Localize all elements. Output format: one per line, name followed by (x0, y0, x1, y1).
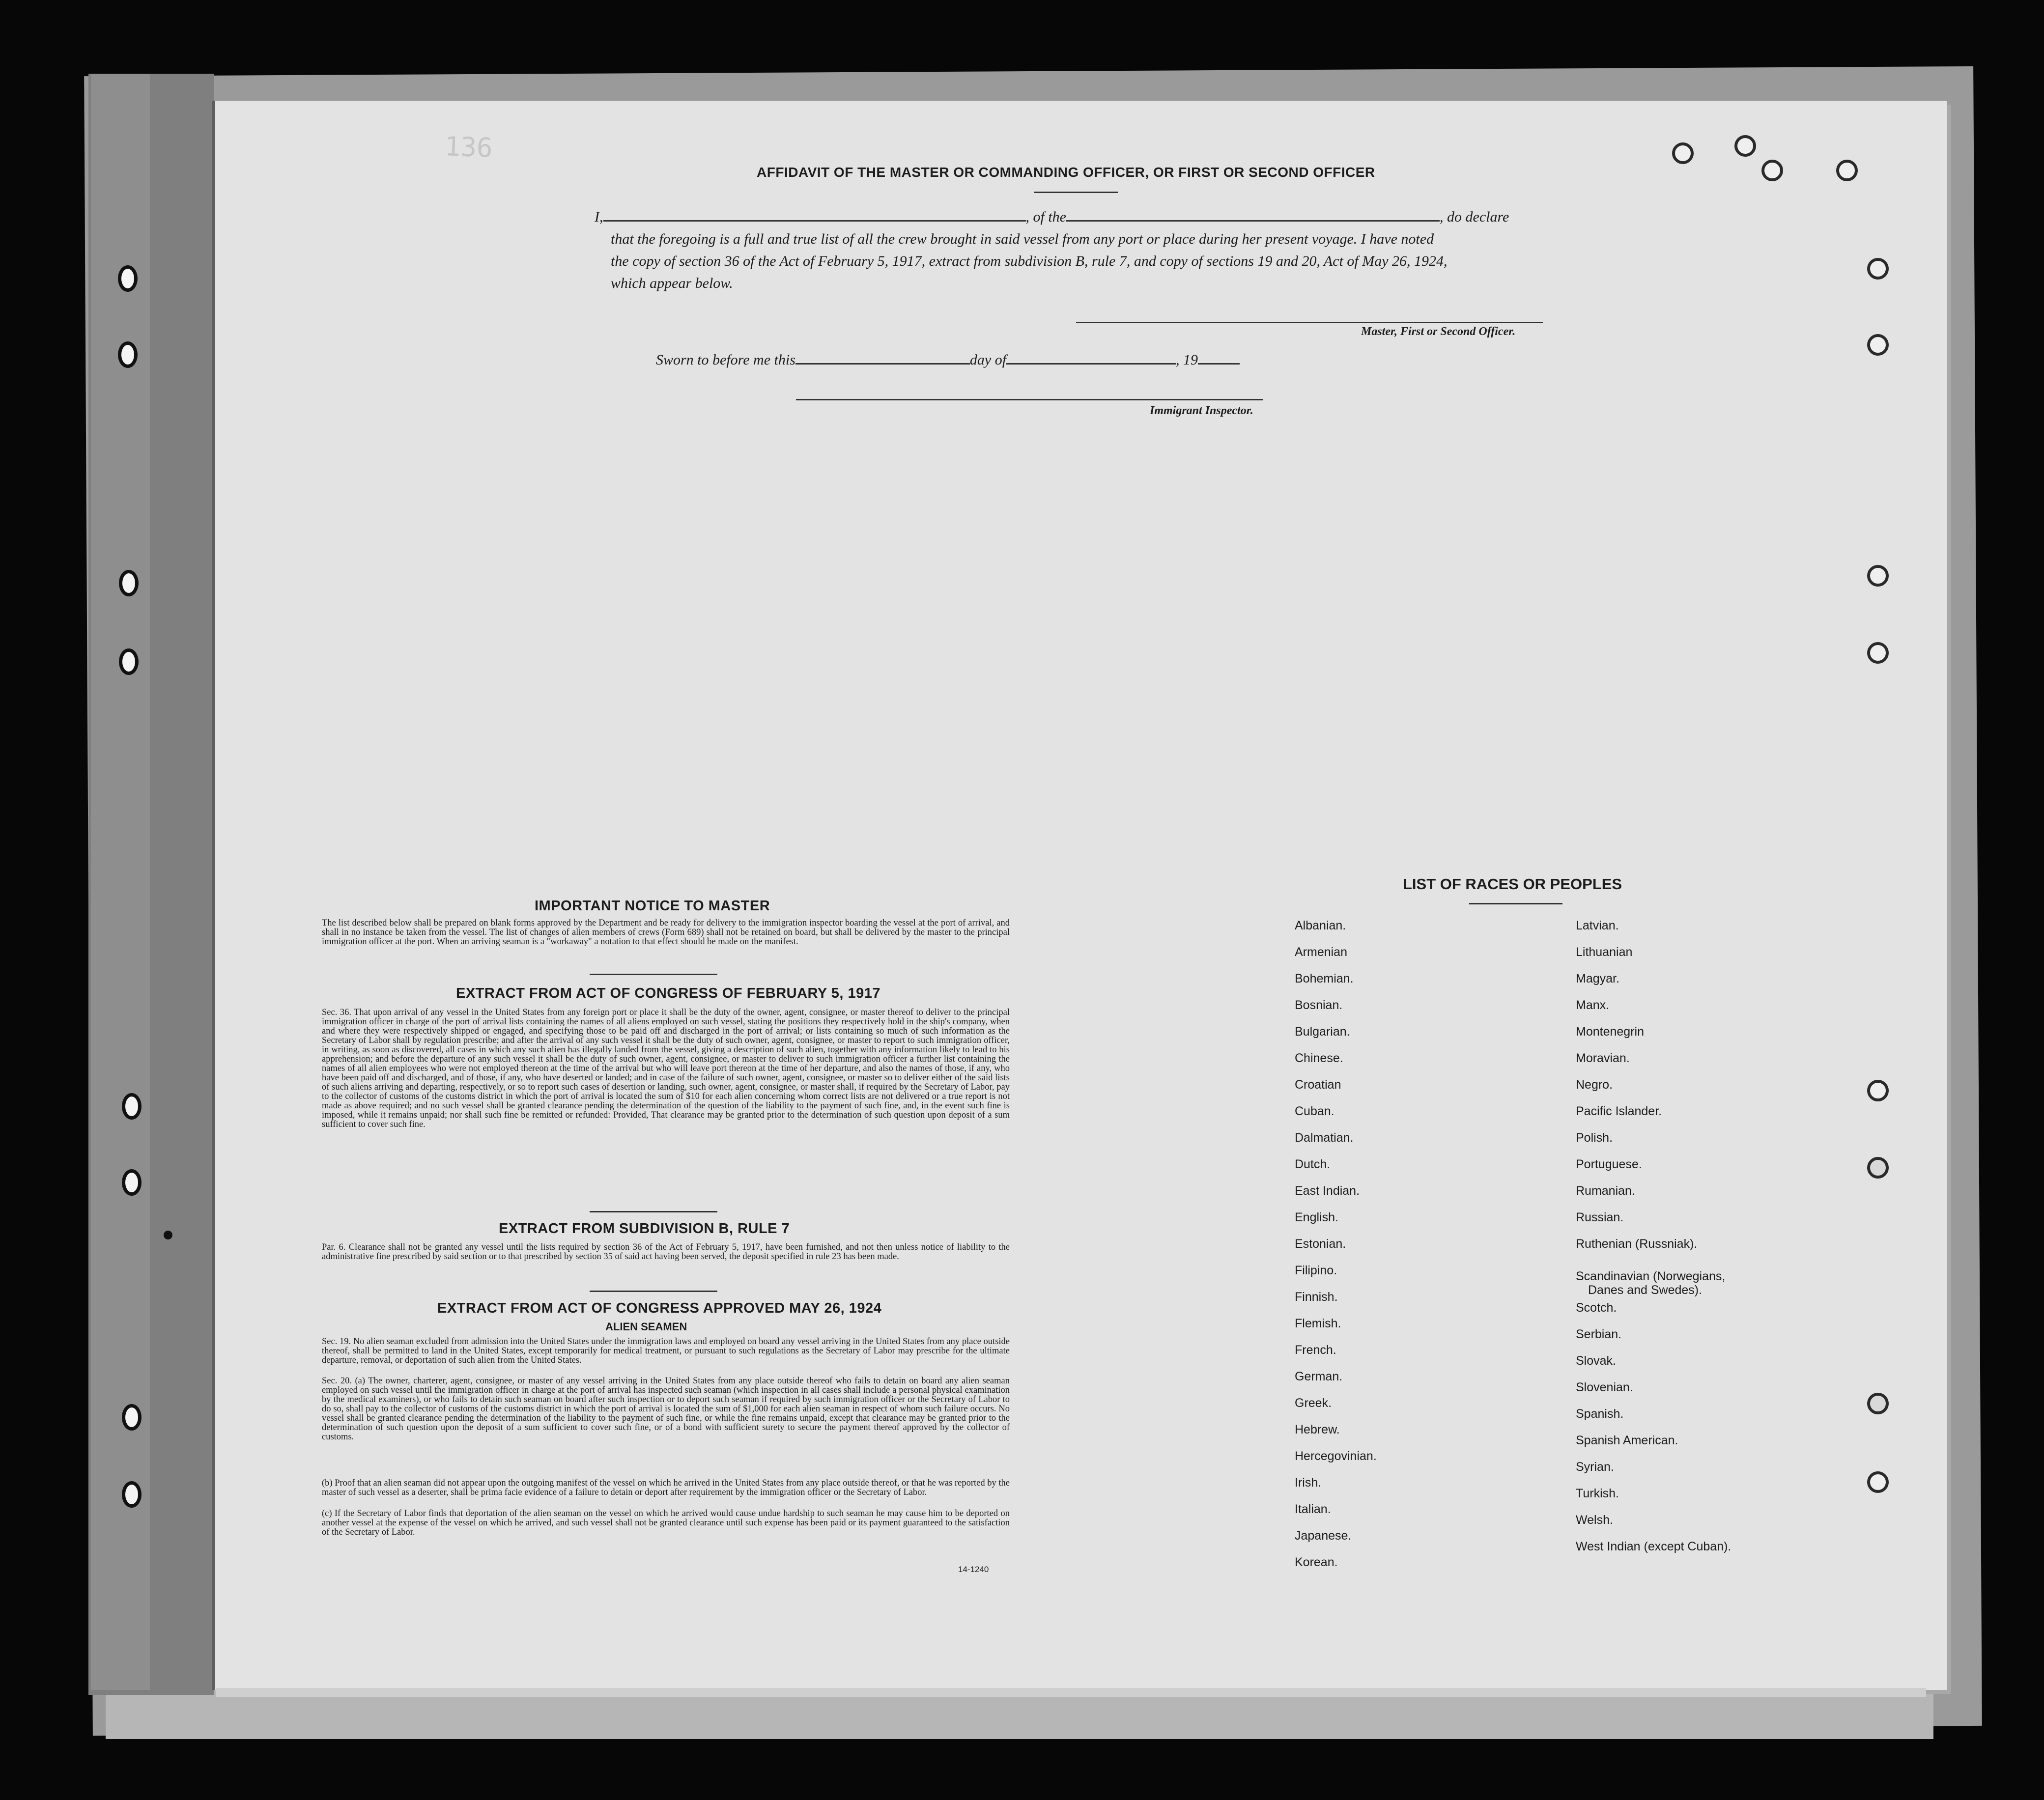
sworn-month-blank[interactable] (1006, 363, 1176, 365)
notice-title: IMPORTANT NOTICE TO MASTER (535, 898, 770, 914)
vessel-blank[interactable] (1066, 220, 1440, 222)
race-item: Hebrew. (1295, 1423, 1340, 1436)
race-item: West Indian (except Cuban). (1576, 1540, 1732, 1553)
race-item: Magyar. (1576, 972, 1619, 985)
binding-hole-icon (1867, 1471, 1889, 1493)
race-item: Manx. (1576, 998, 1610, 1012)
binding-hole-icon (1867, 1393, 1889, 1414)
race-item: Portuguese. (1576, 1157, 1642, 1171)
affidavit-line-2: that the foregoing is a full and true list of all the crew brought in said vessel from any port or place during her present voyage. I have noted (611, 231, 1434, 247)
extract-rule7-title: EXTRACT FROM SUBDIVISION B, RULE 7 (499, 1221, 790, 1237)
form-page (212, 101, 1947, 1690)
race-item: Bulgarian. (1295, 1025, 1350, 1039)
sworn-prefix: Sworn to before me this (656, 352, 795, 368)
affidavit-line-1 (595, 209, 1509, 225)
race-item: Bosnian. (1295, 998, 1343, 1012)
affidavit-title: AFFIDAVIT OF THE MASTER OR COMMANDING OFFICER, OR FIRST OR SECOND OFFICER (757, 165, 1375, 180)
inspector-signature-line[interactable] (796, 399, 1263, 400)
race-item: German. (1295, 1370, 1343, 1383)
extract-1924-sec19: Sec. 19. No alien seaman excluded from admission into the United States under the immigration laws and employed on board any vessel arriving in the United States from any place outside thereof, shall be permitted to land in the United States, except temporarily for medical treatment, or pursuant to such regulations as the Secretary of Labor may prescribe for the ultimate departure, removal, or deportation of such alien from the United States. (322, 1337, 1010, 1365)
race-item: Armenian (1295, 945, 1347, 959)
race-item: Filipino. (1295, 1264, 1337, 1277)
race-item: Croatian (1295, 1078, 1341, 1092)
affidavit-line-4: which appear below. (611, 275, 733, 291)
binding-hole-icon (1867, 258, 1889, 280)
race-item: Ruthenian (Russniak). (1576, 1237, 1698, 1251)
extract-1924-subtitle: ALIEN SEAMEN (605, 1321, 687, 1333)
sworn-day-blank[interactable] (795, 363, 970, 365)
race-item: Japanese. (1295, 1529, 1352, 1543)
divider (590, 1291, 717, 1292)
race-item: Welsh. (1576, 1513, 1613, 1527)
race-item: Flemish. (1295, 1317, 1341, 1330)
extract-1917-title: EXTRACT FROM ACT OF CONGRESS OF FEBRUARY 5, 1917 (456, 985, 881, 1001)
race-item: Polish. (1576, 1131, 1613, 1145)
race-item: Serbian. (1576, 1327, 1622, 1341)
race-item: Albanian. (1295, 919, 1346, 932)
binding-hole-icon (1867, 642, 1889, 664)
race-item: Pacific Islander. (1576, 1104, 1662, 1118)
master-signature-label: Master, First or Second Officer. (1361, 325, 1516, 338)
race-item: Finnish. (1295, 1290, 1338, 1304)
race-item: East Indian. (1295, 1184, 1360, 1198)
extract-1924-sec20a: Sec. 20. (a) The owner, charterer, agent, consignee, or master of any vessel arriving in the United States from any place outside thereof who fails to detain on board any alien seaman employed on such vessel until the immigration officer in charge at the port of arrival has inspected such seaman (which inspection in all cases shall include a personal physical examination by the medical examiners), or who fails to detain such seaman on board after such inspection or to deport such seaman if required by such immigration officer or the Secretary of Labor to do so, shall pay to the collector of customs of the customs district in which the port of arrival is located the sum of $1,000 for each alien seaman in respect of whom such failure occurs. No vessel shall be granted clearance pending the determination of the liability to the payment of such fine, or while the fine remains unpaid, except that clearance may be granted prior to the determination of such question upon the deposit of a sum sufficient to cover such fine, or of a bond with sufficient surety to secure the payment thereof approved by the collector of customs. (322, 1376, 1010, 1442)
divider (590, 1211, 717, 1212)
extract-1924-sec20b: (b) Proof that an alien seaman did not appear upon the outgoing manifest of the vessel on which he arrived in the United States from any place outside thereof, or that he was reported by the master of such vessel as a deserter, shall be prima facie evidence of a failure to detain or deport after requirement by the immigration officer or the Secretary of Labor. (322, 1478, 1010, 1497)
race-item: Danes and Swedes). (1588, 1283, 1703, 1297)
binding-hole-icon (1761, 160, 1783, 181)
binding-hole-icon (122, 1169, 142, 1196)
race-item: Irish. (1295, 1476, 1322, 1490)
race-item: English. (1295, 1210, 1338, 1224)
divider (1469, 903, 1562, 904)
race-item: Hercegovinian. (1295, 1449, 1377, 1463)
affidavit-of-the: , of the (1025, 209, 1066, 225)
sworn-year: , 19 (1176, 352, 1198, 368)
race-item: Dalmatian. (1295, 1131, 1354, 1145)
binding-hole-icon (119, 648, 139, 675)
race-item: Scotch. (1576, 1301, 1617, 1315)
race-item: Syrian. (1576, 1460, 1614, 1474)
races-title: LIST OF RACES OR PEOPLES (1403, 875, 1622, 893)
binding-hole-icon (1867, 565, 1889, 587)
race-item: Chinese. (1295, 1051, 1343, 1065)
race-item: Dutch. (1295, 1157, 1331, 1171)
race-item: Slovak. (1576, 1354, 1616, 1368)
affidavit-line-3: the copy of section 36 of the Act of February 5, 1917, extract from subdivision B, rule 7, and copy of sections 19 and 20, Act of May 26, 1924, (611, 253, 1448, 269)
sworn-year-blank[interactable] (1198, 363, 1240, 365)
binding-hole-icon (122, 1481, 142, 1508)
race-item: Cuban. (1295, 1104, 1334, 1118)
binding-hole-icon (1867, 1157, 1889, 1179)
name-blank[interactable] (603, 220, 1026, 222)
race-item: Scandinavian (Norwegians, (1576, 1269, 1726, 1283)
race-item: Turkish. (1576, 1487, 1619, 1500)
punch-dot-icon (164, 1231, 172, 1239)
extract-1924-title: EXTRACT FROM ACT OF CONGRESS APPROVED MAY 26, 1924 (437, 1300, 882, 1316)
notice-body: The list described below shall be prepared on blank forms approved by the Department and be ready for delivery to the immigration inspector boarding the vessel at the port of arrival, and shall in no instance be taken from the vessel. The list of changes of alien members of crews (Form 689) shall not be retained on board, but shall be delivered by the master to the principal immigration officer at the port. When an arriving seaman is a "workaway" a notation to that effect should be made on the manifest. (322, 918, 1010, 947)
binding-hole-icon (122, 1404, 142, 1431)
race-item: French. (1295, 1343, 1336, 1357)
form-number: 14-1240 (958, 1565, 989, 1574)
affidavit-do-declare: , do declare (1440, 209, 1509, 225)
race-item: Slovenian. (1576, 1380, 1633, 1394)
race-item: Spanish American. (1576, 1434, 1678, 1447)
divider (590, 974, 717, 975)
race-item: Negro. (1576, 1078, 1613, 1092)
form-page-edge (216, 1688, 1926, 1697)
race-item: Estonian. (1295, 1237, 1346, 1251)
binding-hole-icon (118, 265, 138, 292)
race-item: Russian. (1576, 1210, 1624, 1224)
extract-1924-sec20c: (c) If the Secretary of Labor finds that deportation of the alien seaman on the vessel on which he arrived would cause undue hardship to such seaman he may cause him to be deported on another vessel at the expense of the vessel on which he arrived, and such vessel shall not be granted clearance until such expense has been paid or its payment guaranteed to the satisfaction of the Secretary of Labor. (322, 1509, 1010, 1537)
stamp-number: 136 (444, 131, 493, 164)
binding-hole-icon (1836, 160, 1858, 181)
binding-hole-icon (1867, 334, 1889, 356)
sworn-day-of: day of (969, 352, 1007, 368)
binding-hole-icon (1672, 142, 1694, 164)
race-item: Bohemian. (1295, 972, 1354, 985)
binding-hole-icon (1734, 135, 1756, 157)
race-item: Italian. (1295, 1502, 1331, 1516)
binding-stub-light (91, 74, 150, 1690)
binding-hole-icon (1867, 1080, 1889, 1101)
race-item: Greek. (1295, 1396, 1332, 1410)
sworn-line (656, 352, 1240, 368)
affidavit-i: I, (595, 209, 603, 225)
race-item: Moravian. (1576, 1051, 1630, 1065)
race-item: Lithuanian (1576, 945, 1633, 959)
race-item: Latvian. (1576, 919, 1619, 932)
inspector-label: Immigrant Inspector. (1150, 404, 1253, 417)
race-item: Spanish. (1576, 1407, 1624, 1421)
binding-hole-icon (118, 341, 138, 368)
binding-hole-icon (119, 570, 139, 596)
binding-hole-icon (122, 1093, 142, 1120)
divider (1034, 192, 1118, 193)
master-signature-line[interactable] (1076, 322, 1543, 323)
extract-1917-body: Sec. 36. That upon arrival of any vessel in the United States from any foreign port or place it shall be the duty of the owner, agent, consignee, or master thereof to deliver to the principal immigration officer in charge of the port of arrival lists containing the names of all aliens employed on such vessel, stating the positions they respectively hold in the ship's company, when and where they were respectively shipped or engaged, and specifying those to be paid off and discharged in the port of arrival; or lists containing so much of such information as the Secretary of Labor shall by regulation prescribe; and after the arrival of any such vessel it shall be the duty of such owner, agent, consignee, or master to report to such immigration officer, in writing, as soon as discovered, all cases in which any such alien has illegally landed from the vessel, giving a description of such alien, together with any information likely to lead to his apprehension; and before the departure of any such vessel it shall be the duty of such owner, agent, consignee, or master to deliver to such immigration officer a further list containing the names of all alien employees who were not employed thereon at the time of the arrival but who will leave port thereon at the time of her departure, and also the names of those, if any, who have been paid off and discharged, and of those, if any, who have deserted or landed; and in case of the failure of such owner, agent, consignee, or master so to deliver either of the said lists of such aliens arriving and departing, respectively, or so to report such cases of desertion or landing, such owner, agent, consignee, or master shall, if required by the Secretary of Labor, pay to the collector of customs of the customs district in which the port of arrival is located the sum of $10 for each alien concerning whom correct lists are not delivered or a true report is not made as above required; and no such vessel shall be granted clearance pending the determination of the question of the liability to the payment of such fine, and, in the event such fine is imposed, while it remains unpaid; nor shall such fine be remitted or refunded: Provided, That clearance may be granted prior to the determination of such question upon deposit of a sum sufficient to cover such fine. (322, 1008, 1010, 1129)
extract-rule7-body: Par. 6. Clearance shall not be granted any vessel until the lists required by section 36 of the Act of February 5, 1917, have been furnished, and not then unless notice of liability to the administrative fine prescribed by said section or to that prescribed by section 35 of said act having been served, the deposit specified in rule 23 has been made. (322, 1242, 1010, 1262)
race-item: Rumanian. (1576, 1184, 1635, 1198)
race-item: Montenegrin (1576, 1025, 1644, 1039)
race-item: Korean. (1295, 1555, 1338, 1569)
